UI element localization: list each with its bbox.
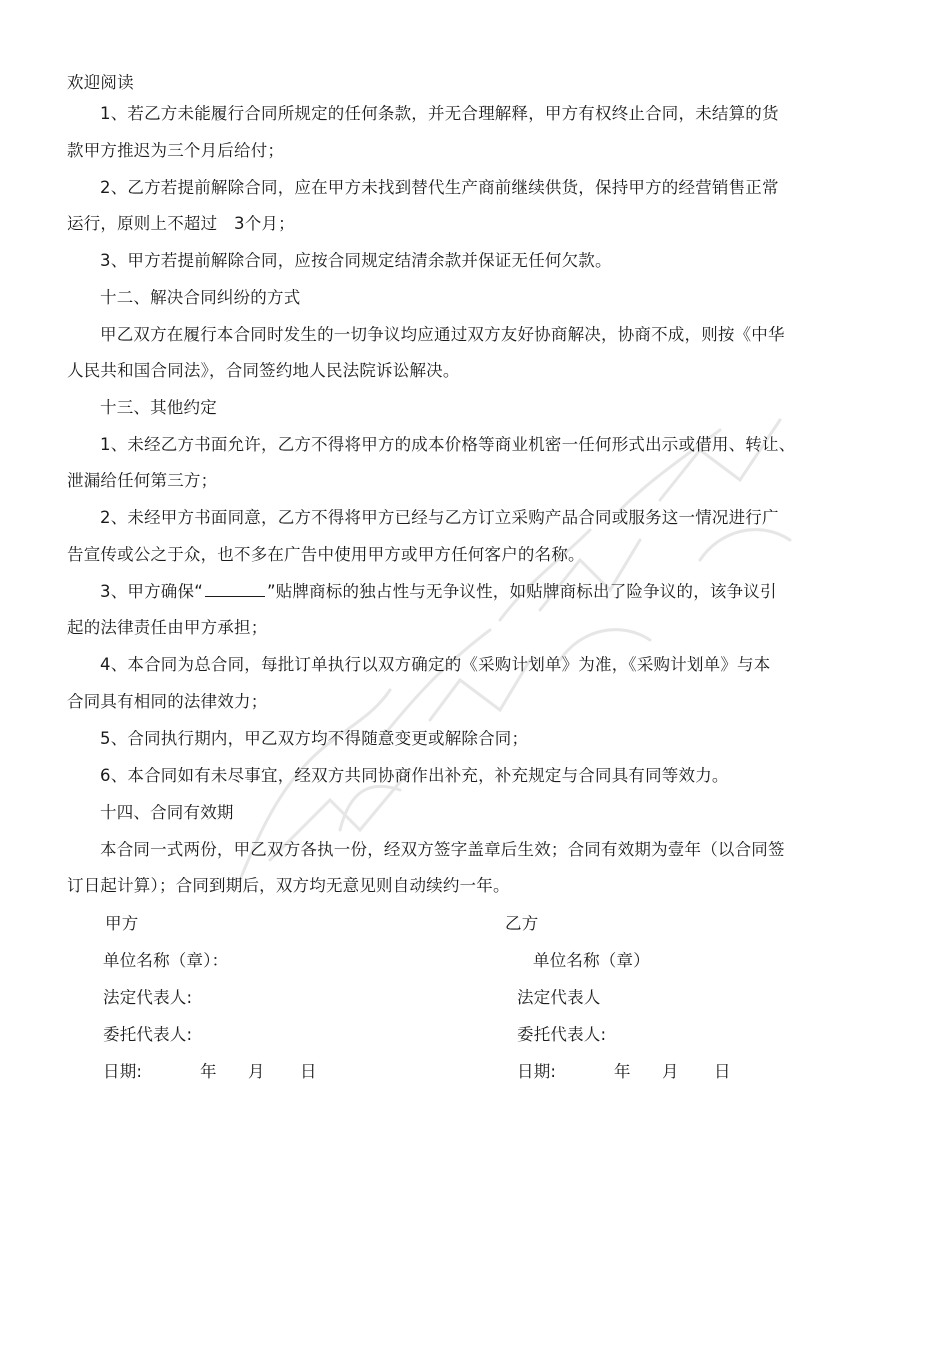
para-line: 本合同一式两份，甲乙双方各执一份，经双方签字盖章后生效；合同有效期为壹年（以合同签 bbox=[100, 840, 785, 859]
para-line: 3、甲方若提前解除合同，应按合同规定结清余款并保证无任何欠款。 bbox=[100, 251, 612, 270]
party-a-day-label: 日 bbox=[300, 1062, 317, 1081]
para-line: 人民共和国合同法》，合同签约地人民法院诉讼解决。 bbox=[67, 361, 460, 380]
para-line: 运行，原则上不超过 3个月； bbox=[67, 214, 295, 233]
party-a-agent-label: 委托代表人: bbox=[103, 1025, 193, 1044]
party-a-unit-label: 单位名称（章）： bbox=[103, 951, 229, 970]
para-line: 4、本合同为总合同，每批订单执行以双方确定的《采购计划单》为准，《采购计划单》与本 bbox=[100, 655, 771, 674]
party-a-title: 甲方 bbox=[105, 914, 139, 933]
section-heading: 十四、合同有效期 bbox=[100, 803, 234, 822]
para-line: 款甲方推迟为三个月后给付； bbox=[67, 141, 285, 160]
para-line: 泄漏给任何第三方； bbox=[67, 471, 218, 490]
para-line: 甲乙双方在履行本合同时发生的一切争议均应通过双方友好协商解决，协商不成，则按《中华 bbox=[100, 325, 785, 344]
section-heading: 十二、解决合同纠纷的方式 bbox=[100, 288, 301, 307]
clause-3-rest: 贴牌商标的独占性与无争议性，如贴牌商标出了险争议的，该争议引 bbox=[275, 582, 777, 601]
party-a-month-label: 月 bbox=[248, 1062, 265, 1081]
party-b-unit-label: 单位名称（章） bbox=[533, 951, 650, 970]
clause-3-prefix: 3、甲方确保“ bbox=[100, 582, 203, 601]
party-a-year-label: 年 bbox=[200, 1062, 217, 1081]
trademark-blank bbox=[205, 582, 265, 597]
para-line: 起的法律责任由甲方承担； bbox=[67, 618, 268, 637]
party-b-day-label: 日 bbox=[714, 1062, 731, 1081]
para-line: 订日起计算）；合同到期后，双方均无意见则自动续约一年。 bbox=[67, 876, 510, 895]
party-a-legal-rep-label: 法定代表人: bbox=[103, 988, 193, 1007]
clause-3-quote-close: ” bbox=[266, 582, 276, 601]
para-line: 6、本合同如有未尽事宜，经双方共同协商作出补充，补充规定与合同具有同等效力。 bbox=[100, 766, 729, 785]
para-line: 1、未经乙方书面允许，乙方不得将甲方的成本价格等商业机密一任何形式出示或借用、转让、 bbox=[100, 435, 796, 454]
party-b-date-label: 日期: bbox=[517, 1062, 557, 1081]
party-a-date-label: 日期: bbox=[103, 1062, 143, 1081]
clause-3-line bbox=[100, 582, 777, 602]
para-line: 1、若乙方未能履行合同所规定的任何条款，并无合理解释，甲方有权终止合同，未结算的货 bbox=[100, 104, 779, 123]
party-b-legal-rep-label: 法定代表人 bbox=[517, 988, 601, 1007]
para-line: 告宣传或公之于众，也不多在广告中使用甲方或甲方任何客户的名称。 bbox=[67, 545, 585, 564]
party-b-month-label: 月 bbox=[662, 1062, 679, 1081]
section-heading: 十三、其他约定 bbox=[100, 398, 217, 417]
header-text: 欢迎阅读 bbox=[67, 73, 134, 92]
para-line: 2、未经甲方书面同意，乙方不得将甲方已经与乙方订立采购产品合同或服务这一情况进行广 bbox=[100, 508, 779, 527]
party-b-year-label: 年 bbox=[614, 1062, 631, 1081]
party-b-agent-label: 委托代表人: bbox=[517, 1025, 607, 1044]
party-b-title: 乙方 bbox=[505, 914, 539, 933]
para-line: 5、合同执行期内，甲乙双方均不得随意变更或解除合同； bbox=[100, 729, 529, 748]
para-line: 合同具有相同的法律效力； bbox=[67, 692, 268, 711]
para-line: 2、乙方若提前解除合同，应在甲方未找到替代生产商前继续供货，保持甲方的经营销售正常 bbox=[100, 178, 779, 197]
